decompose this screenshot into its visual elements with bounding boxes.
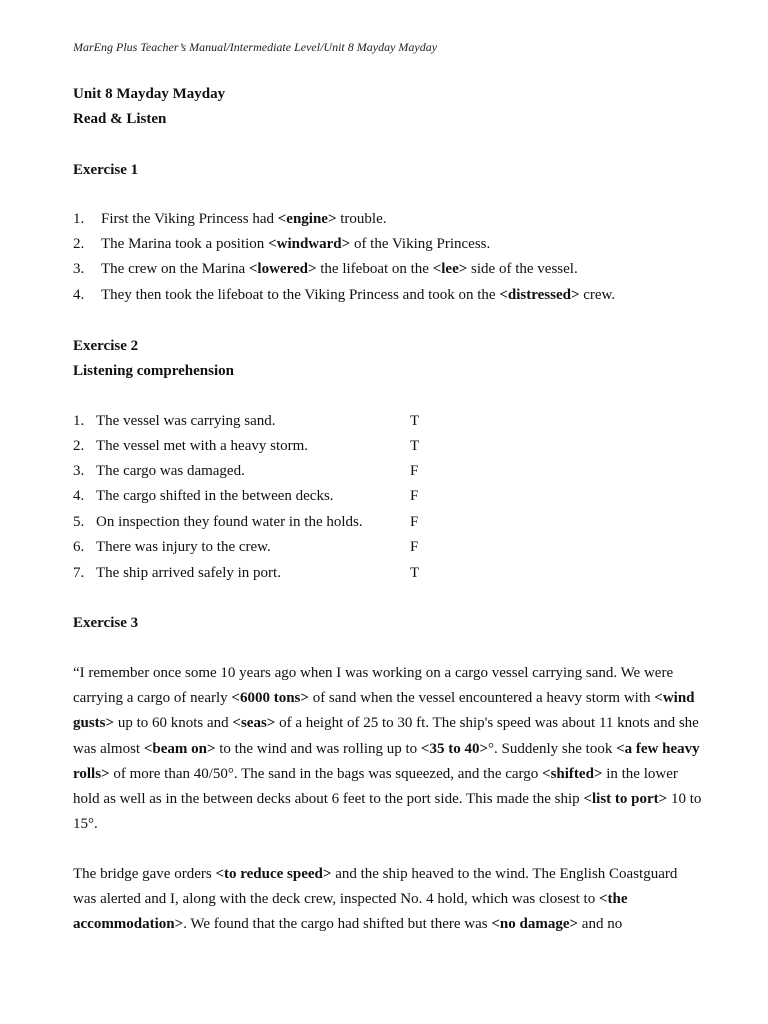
answer: <6000 tons> bbox=[231, 690, 309, 707]
answer: <to reduce speed> bbox=[215, 866, 332, 882]
unit-title: Unit 8 Mayday Mayday bbox=[73, 86, 226, 102]
statement: The vessel was carrying sand. bbox=[96, 413, 276, 429]
answer: <seas> bbox=[232, 715, 276, 732]
statement: On inspection they found water in the holds. bbox=[96, 514, 363, 530]
answer: <list to port> bbox=[583, 791, 668, 808]
running-header: MarEng Plus Teacher’s Manual/Intermediate Level/Unit 8 Mayday Mayday bbox=[73, 40, 438, 54]
answer: <no damage> bbox=[491, 916, 579, 933]
item-number: 1. bbox=[73, 211, 85, 227]
answer: <windward> bbox=[268, 236, 351, 252]
item-text: The crew on the Marina <lowered> the lifeboat on the <lee> side of the vessel. bbox=[101, 261, 578, 277]
exercise-1-title: Exercise 1 bbox=[73, 162, 139, 178]
answer: T bbox=[410, 438, 420, 454]
answer: <35 to 40> bbox=[420, 740, 489, 757]
answer: <distressed> bbox=[499, 287, 580, 303]
answer: T bbox=[410, 413, 420, 429]
exercise-2-title: Exercise 2 bbox=[73, 338, 139, 354]
answer: <the accommodation> bbox=[73, 891, 628, 933]
answer: <lowered> bbox=[248, 261, 317, 277]
item-number: 2. bbox=[73, 236, 85, 252]
exercise-3-paragraph-2: The bridge gave orders <to reduce speed> and the ship heaved to the wind. The English Coastguard was alerted and I, along with the deck crew, inspected No. 4 hold, which was closest to <the accommodation>. We found that the cargo had shifted but there was <no damage> and no bbox=[73, 866, 678, 933]
item-number: 2. bbox=[73, 438, 85, 454]
answer: <shifted> bbox=[542, 765, 603, 782]
item-number: 3. bbox=[73, 261, 85, 277]
item-number: 1. bbox=[73, 413, 85, 429]
answer: F bbox=[410, 514, 419, 530]
statement: The vessel met with a heavy storm. bbox=[96, 438, 309, 454]
item-text: They then took the lifeboat to the Viking Princess and took on the <distressed> crew. bbox=[101, 287, 616, 303]
answer: F bbox=[410, 539, 419, 555]
item-number: 6. bbox=[73, 539, 85, 555]
item-number: 5. bbox=[73, 514, 85, 530]
exercise-3-paragraph-1: “I remember once some 10 years ago when I was working on a cargo vessel carrying sand. We were carrying a cargo of nearly <6000 tons> of sand when the vessel encountered a heavy storm with <wind gusts> up to 60 knots and <seas> of a height of 25 to 30 ft. The ship's speed was about 11 knots and she was almost <beam on> to the wind and was rolling up to <35 to 40>°. Suddenly she took <a few heavy rolls> of more than 40/50°. The sand in the bags was squeezed, and the cargo <shifted> in the lower hold as well as in the between decks about 6 feet to the port side. This made the ship <list to port> 10 to 15°. bbox=[73, 665, 702, 833]
item-number: 4. bbox=[73, 287, 85, 303]
answer: <wind gusts> bbox=[73, 690, 695, 732]
item-number: 4. bbox=[73, 488, 85, 504]
answer: T bbox=[410, 565, 420, 581]
item-text: First the Viking Princess had <engine> trouble. bbox=[101, 211, 387, 227]
item-number: 3. bbox=[73, 463, 85, 479]
answer: F bbox=[410, 488, 419, 504]
statement: The cargo was damaged. bbox=[96, 463, 245, 479]
exercise-2-subtitle: Listening comprehension bbox=[73, 363, 234, 379]
exercise-3-title: Exercise 3 bbox=[73, 615, 139, 631]
answer: <lee> bbox=[432, 261, 468, 277]
item-number: 7. bbox=[73, 565, 85, 581]
statement: The ship arrived safely in port. bbox=[96, 565, 281, 581]
answer: <a few heavy rolls> bbox=[73, 740, 700, 782]
statement: The cargo shifted in the between decks. bbox=[96, 488, 334, 504]
item-text: The Marina took a position <windward> of the Viking Princess. bbox=[101, 236, 491, 252]
answer: <beam on> bbox=[143, 740, 216, 757]
statement: There was injury to the crew. bbox=[96, 539, 271, 555]
answer: F bbox=[410, 463, 419, 479]
answer: <engine> bbox=[277, 211, 337, 227]
section-title: Read & Listen bbox=[73, 111, 167, 127]
